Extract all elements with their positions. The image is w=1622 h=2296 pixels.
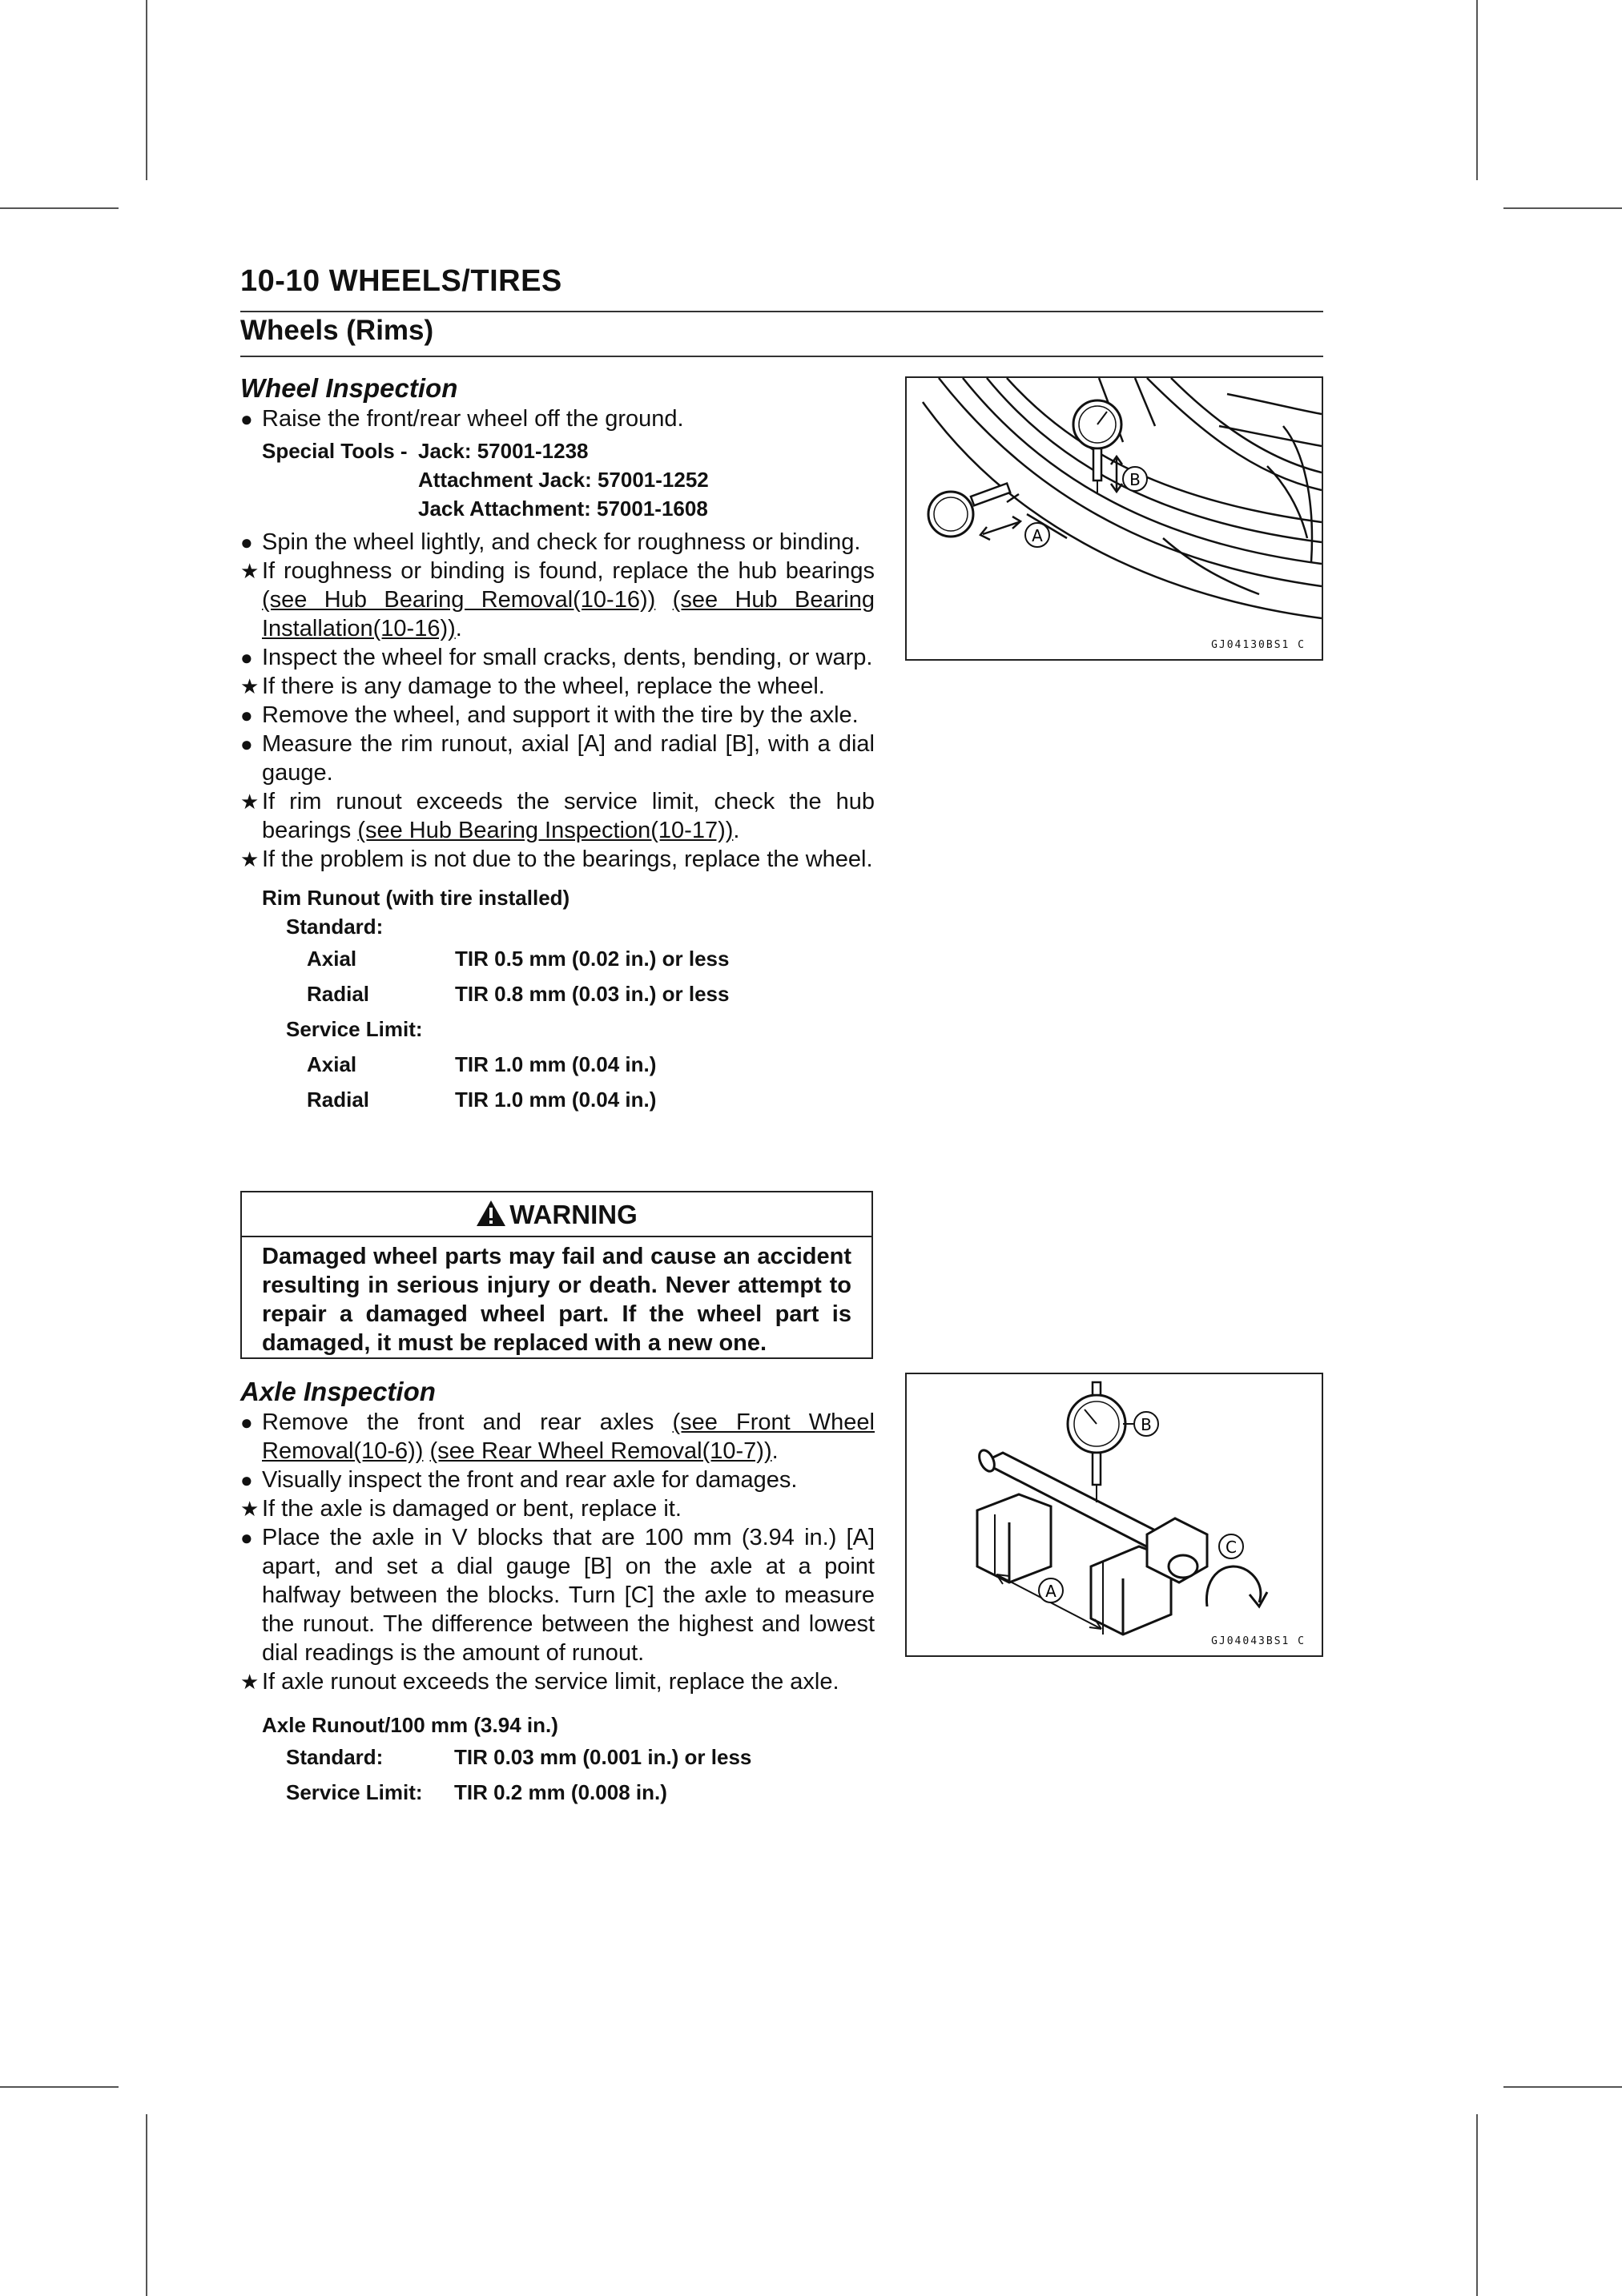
list-item: ★ If axle runout exceeds the service limit, replace the axle.	[240, 1669, 839, 1695]
section-title: Wheels (Rims)	[240, 315, 434, 346]
tool-jack-attachment: Jack Attachment: 57001-1608	[418, 497, 708, 521]
figure-label-b: B	[1129, 470, 1141, 489]
star-icon: ★	[240, 1670, 260, 1694]
axle-runout-spec	[262, 1711, 751, 1810]
list-item: ● Visually inspect the front and rear axle for damages.	[240, 1467, 798, 1493]
crop-mark	[1476, 2114, 1478, 2296]
figure-label-a: A	[1032, 526, 1043, 545]
tool-attachment-jack: Attachment Jack: 57001-1252	[418, 468, 709, 492]
list-item: ● Inspect the wheel for small cracks, dents, bending, or warp.	[240, 645, 873, 670]
figure-label-b: B	[1141, 1415, 1152, 1434]
axle-runout-illustration	[907, 1374, 1322, 1655]
spec-value: TIR 1.0 mm (0.04 in.)	[455, 1088, 657, 1112]
warning-text: Damaged wheel parts may fail and cause an accident resulting in serious injury or death. Never attempt to repair a damaged wheel part. If the wheel part is damaged, it must be replaced with a new one.	[262, 1244, 851, 1356]
bullet-icon: ●	[240, 703, 253, 727]
warning-title: WARNING	[242, 1199, 871, 1231]
wheel-runout-illustration	[907, 378, 1322, 659]
spec-key: Standard:	[286, 1745, 384, 1769]
spec-key: Radial	[307, 1088, 370, 1112]
star-icon: ★	[240, 559, 260, 583]
warning-divider	[242, 1236, 871, 1237]
star-icon: ★	[240, 790, 260, 814]
bullet-icon: ●	[240, 732, 253, 756]
figure-label-a: A	[1045, 1582, 1057, 1601]
link-front-wheel-removal[interactable]: (see Front Wheel Removal(10-6))	[262, 1409, 875, 1464]
list-item: ● Remove the wheel, and support it with the tire by the axle.	[240, 702, 859, 728]
spec-standard-label: Standard:	[286, 915, 384, 939]
list-item: ● Measure the rim runout, axial [A] and radial [B], with a dial gauge.	[240, 731, 875, 786]
special-tools	[262, 436, 875, 523]
figure-axle-runout	[905, 1373, 1323, 1657]
bullet-icon: ●	[240, 645, 253, 669]
list-item: ★ If roughness or binding is found, replace the hub bearings (see Hub Bearing Removal(10-16)) (see Hub Bearing Installation(10-16)).	[240, 558, 875, 641]
spec-value: TIR 0.5 mm (0.02 in.) or less	[455, 947, 730, 971]
figure-code: GJ04043BS1 C	[1211, 1635, 1306, 1647]
bullet-icon: ●	[240, 1526, 253, 1550]
star-icon: ★	[240, 847, 260, 871]
tools-label: Special Tools -	[262, 439, 408, 463]
crop-mark	[1503, 2086, 1622, 2088]
warning-triangle-icon	[476, 1200, 506, 1227]
tool-jack: Jack: 57001-1238	[418, 439, 589, 463]
figure-wheel-runout	[905, 376, 1323, 661]
crop-mark	[0, 207, 119, 209]
axle-inspection-heading: Axle Inspection	[240, 1377, 436, 1406]
list-item: ● Spin the wheel lightly, and check for roughness or binding.	[240, 529, 861, 555]
bullet-icon: ●	[240, 1468, 253, 1492]
list-item: ★ If there is any damage to the wheel, replace the wheel.	[240, 674, 825, 699]
spec-limit-label: Service Limit:	[286, 1017, 423, 1041]
crop-mark	[1503, 207, 1622, 209]
star-icon: ★	[240, 1497, 260, 1521]
star-icon: ★	[240, 674, 260, 698]
bullet-icon: ●	[240, 530, 253, 554]
crop-mark	[146, 0, 147, 180]
bullet-icon: ●	[240, 407, 253, 431]
spec-key: Axial	[307, 947, 357, 971]
link-hub-bearing-installation[interactable]: (see Hub Bearing Installation(10-16))	[262, 587, 875, 641]
list-item: ● Place the axle in V blocks that are 100 mm (3.94 in.) [A] apart, and set a dial gauge [B] on the axle at a point halfway between the blocks. Turn [C] the axle to measure the runout. The difference between the highest and lowest dial readings is the amount of runout.	[240, 1525, 875, 1666]
figure-code: GJ04130BS1 C	[1211, 639, 1306, 651]
bullet-icon: ●	[240, 1410, 253, 1434]
spec-value: TIR 0.2 mm (0.008 in.)	[454, 1780, 667, 1804]
spec-value: TIR 0.03 mm (0.001 in.) or less	[454, 1745, 752, 1769]
axle-inspection	[240, 1376, 875, 1696]
spec-value: TIR 0.8 mm (0.03 in.) or less	[455, 982, 730, 1006]
spec-value: TIR 1.0 mm (0.04 in.)	[455, 1052, 657, 1076]
list-item: ★ If rim runout exceeds the service limit, check the hub bearings (see Hub Bearing Inspection(10-17)).	[240, 789, 875, 843]
page-title: 10-10 WHEELS/TIRES	[240, 264, 562, 298]
wheel-inspection	[240, 372, 875, 1117]
list-item: ● Remove the front and rear axles (see Front Wheel Removal(10-6)) (see Rear Wheel Removal(10-7)).	[240, 1409, 875, 1464]
spec-key: Axial	[307, 1052, 357, 1076]
figure-label-c: C	[1226, 1538, 1237, 1557]
crop-mark	[1476, 0, 1478, 180]
wheel-inspection-heading: Wheel Inspection	[240, 373, 458, 403]
link-rear-wheel-removal[interactable]: (see Rear Wheel Removal(10-7))	[429, 1438, 772, 1464]
spec-title: Axle Runout/100 mm (3.94 in.)	[262, 1713, 558, 1737]
link-hub-bearing-removal[interactable]: (see Hub Bearing Removal(10-16))	[262, 587, 656, 613]
list-item: ★ If the axle is damaged or bent, replace it.	[240, 1496, 682, 1522]
warning-box	[240, 1191, 873, 1359]
list-item: ★ If the problem is not due to the bearings, replace the wheel.	[240, 846, 873, 872]
spec-key: Service Limit:	[286, 1780, 423, 1804]
spec-key: Radial	[307, 982, 370, 1006]
spec-title: Rim Runout (with tire installed)	[262, 886, 570, 910]
header-rule	[240, 311, 1323, 312]
section-rule	[240, 356, 1323, 357]
rim-runout-spec	[262, 883, 875, 1117]
list-item: ● Raise the front/rear wheel off the ground.	[240, 406, 684, 432]
crop-mark	[0, 2086, 119, 2088]
link-hub-bearing-inspection[interactable]: (see Hub Bearing Inspection(10-17))	[357, 818, 734, 843]
crop-mark	[146, 2114, 147, 2296]
